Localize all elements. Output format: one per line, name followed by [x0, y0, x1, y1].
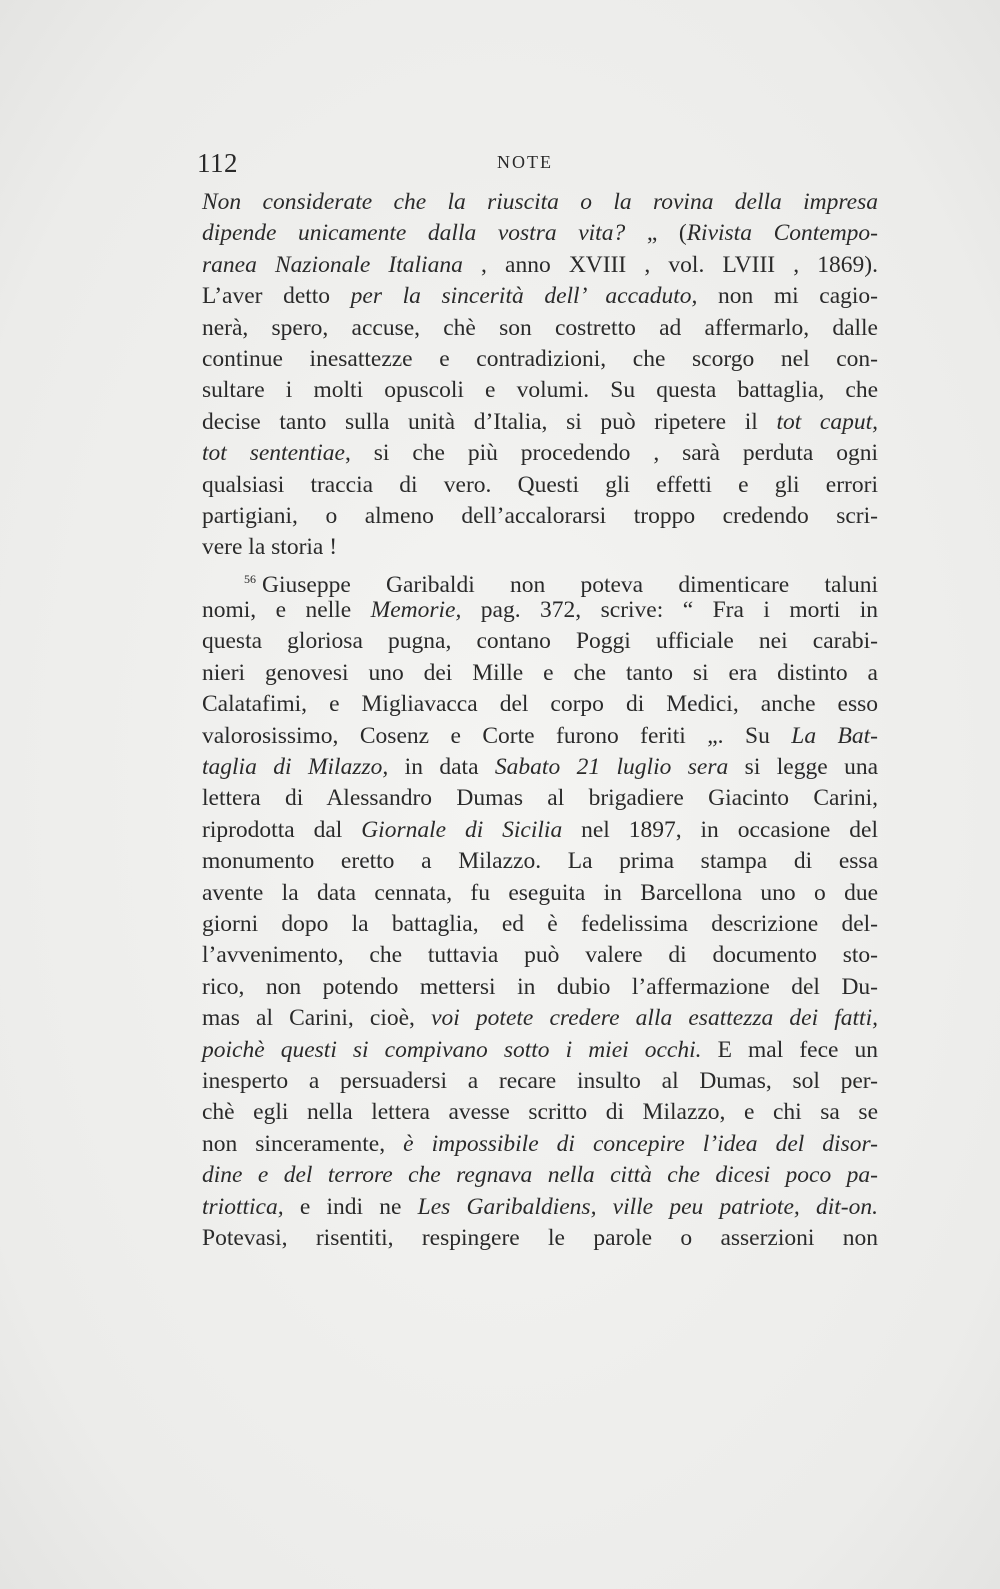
text-line: l’avvenimento, che tuttavia può valere di documento sto- — [202, 942, 878, 969]
text-line: avente la data cennata, fu eseguita in Barcellona uno o due — [202, 879, 878, 906]
text-line: taglia di Milazzo, in data Sabato 21 luglio sera si legge una — [202, 754, 879, 781]
text-line: rico, non potendo mettersi in dubio l’affermazione del Du- — [202, 973, 878, 1000]
text-line: continue inesattezze e contradizioni, che scorgo nel con- — [202, 345, 878, 372]
text-line: sultare i molti opuscoli e volumi. Su questa battaglia, che — [202, 377, 878, 404]
text-line: non sinceramente, è impossibile di concepire l’idea del disor- — [202, 1130, 878, 1157]
text-line: decise tanto sulla unità d’Italia, si può ripetere il tot caput, — [202, 408, 878, 435]
text-line: nomi, e nelle Memorie, pag. 372, scrive: “ Fra i morti in — [202, 597, 878, 624]
text-line: L’aver detto per la sincerità dell’ accaduto, non mi cagio- — [202, 283, 878, 310]
text-line: partigiani, o almeno dell’accalorarsi troppo credendo scri- — [202, 502, 878, 529]
text-line: mas al Carini, cioè, voi potete credere alla esattezza dei fatti, — [202, 1005, 878, 1032]
text-line: giorni dopo la battaglia, ed è fedelissima descrizione del- — [202, 910, 878, 937]
text-line: Non considerate che la riuscita o la rovina della impresa — [202, 189, 878, 215]
footnote-line: $^{56}$ Giuseppe Garibaldi non poteva dimenticare taluni — [244, 571, 878, 598]
text-line: lettera di Alessandro Dumas al brigadiere Giacinto Carini, — [202, 785, 878, 812]
text-line: questa gloriosa pugna, contano Poggi ufficiale nei carabi- — [202, 628, 878, 655]
text-line: riprodotta dal Giornale di Sicilia nel 1897, in occasione del — [202, 816, 878, 843]
page-header — [197, 148, 877, 182]
text-line: chè egli nella lettera avesse scritto di Milazzo, e chi sa se — [202, 1099, 878, 1126]
text-line: Calatafimi, e Migliavacca del corpo di Medici, anche esso — [202, 691, 878, 718]
text-line: qualsiasi traccia di vero. Questi gli effetti e gli errori — [202, 471, 878, 498]
text-line: triottica, e indi ne Les Garibaldiens, ville peu patriote, dit-on. — [202, 1193, 878, 1220]
text-line: inesperto a persuadersi a recare insulto al Dumas, sol per- — [202, 1067, 878, 1094]
page-number: 112 — [197, 148, 238, 178]
text-line: ranea Nazionale Italiana , anno XVIII , vol. LVIII , 1869). — [202, 251, 878, 278]
text-line: nieri genovesi uno dei Mille e che tanto si era distinto a — [202, 659, 878, 686]
text-line: valorosissimo, Cosenz e Corte furono feriti „. Su La Bat- — [202, 722, 879, 749]
body-text — [202, 187, 878, 1254]
text-line: poichè questi si compivano sotto i miei occhi. E mal fece un — [202, 1036, 879, 1063]
text-line: Potevasi, risentiti, respingere le parole o asserzioni non — [202, 1224, 878, 1251]
text-line: nerà, spero, accuse, chè son costretto ad affermarlo, dalle — [202, 314, 878, 341]
text-line: vere la storia ! — [202, 534, 338, 561]
text-line: monumento eretto a Milazzo. La prima stampa di essa — [202, 848, 878, 875]
running-head: NOTE — [497, 152, 553, 172]
text-line: dipende unicamente dalla vostra vita? „ (Rivista Contempo- — [202, 220, 878, 247]
text-line: dine e del terrore che regnava nella città che dicesi poco pa- — [202, 1162, 878, 1189]
text-line: tot sententiae, si che più procedendo , sarà perduta ogni — [202, 440, 878, 467]
